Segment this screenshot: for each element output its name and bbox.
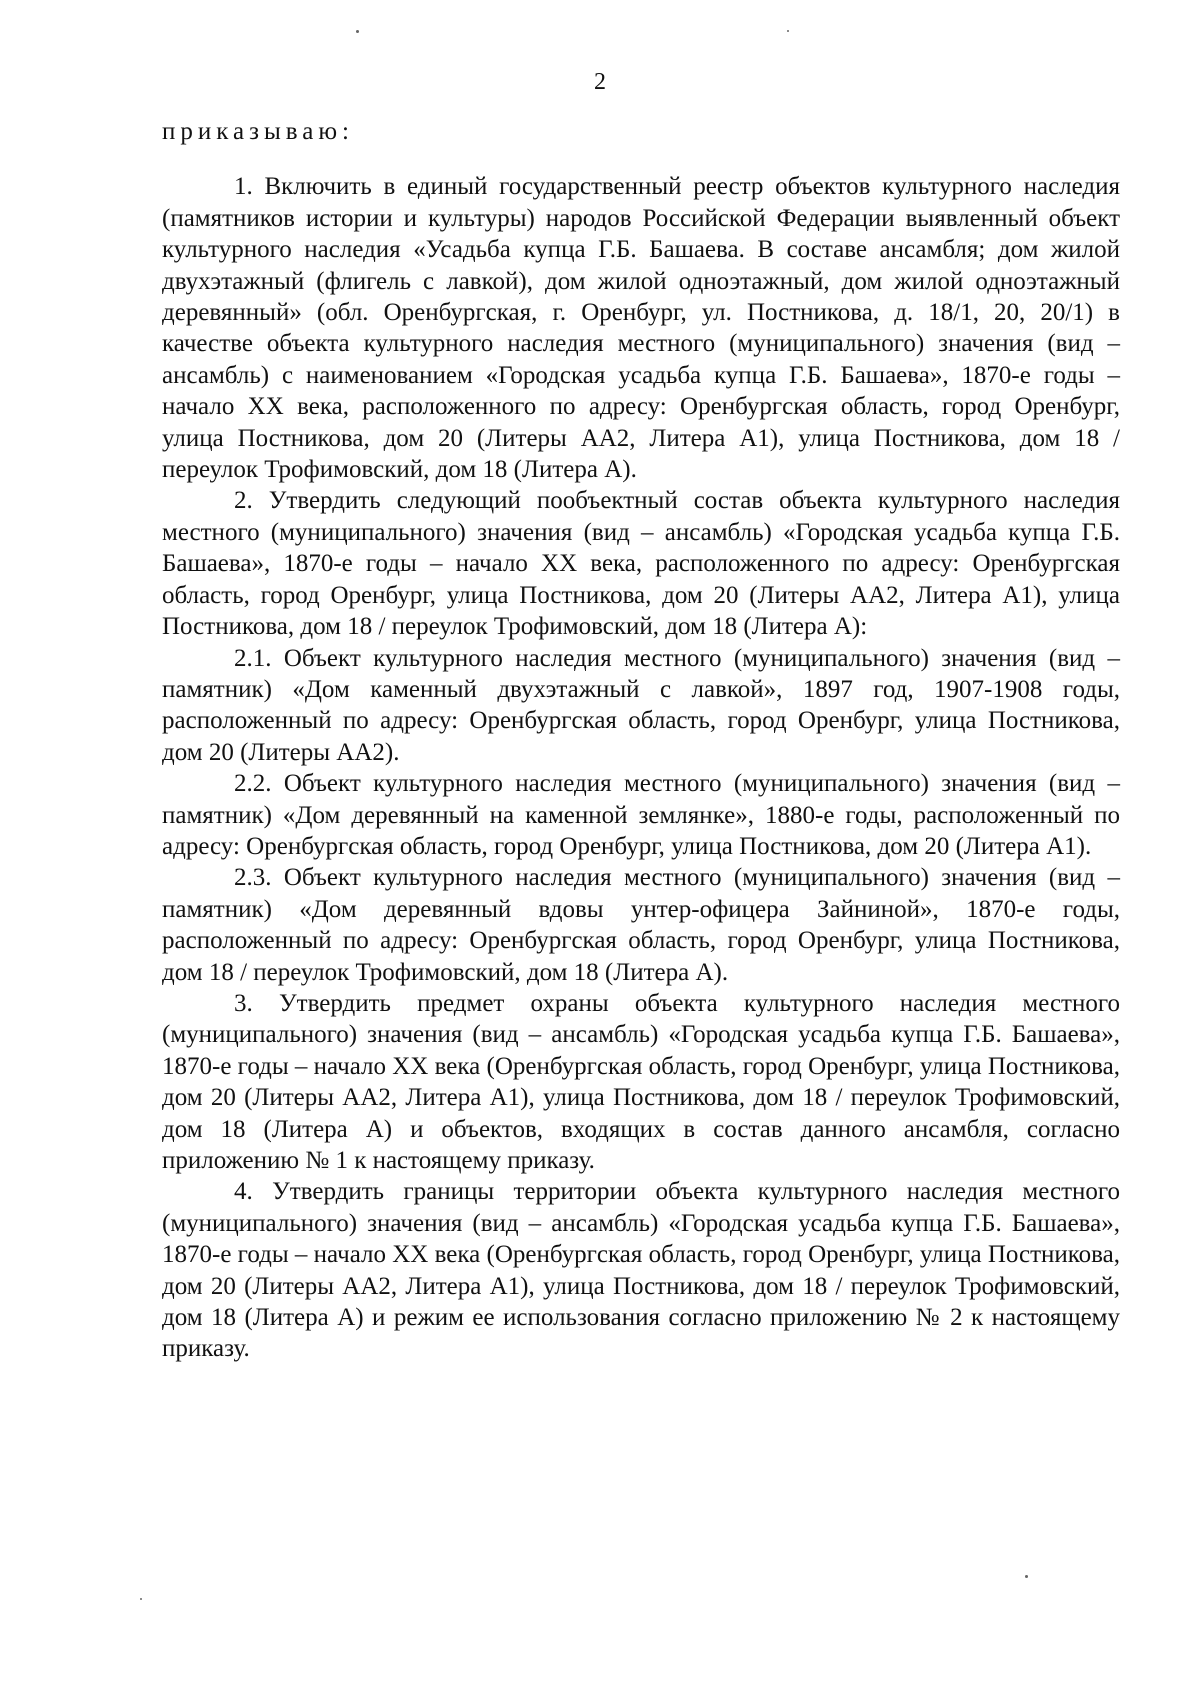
scan-speck	[1025, 1575, 1028, 1578]
scan-speck	[140, 1598, 142, 1600]
paragraph-2-2-wooden-house: 2.2. Объект культурного наследия местного (муниципального) значения (вид – памятник) «Дом деревянный на каменной землянке», 1880-е годы, расположенный по адресу: Оренбургская область, город Оренбург, улица Постникова, дом 20 (Литера А1).	[162, 770, 1120, 860]
paragraph-2-1-stone-house: 2.1. Объект культурного наследия местного (муниципального) значения (вид – памятник) «Дом каменный двухэтажный с лавкой», 1897 год, 1907-1908 годы, расположенный по адресу: Оренбургская область, город Оренбург, улица Постникова, дом 20 (Литеры АА2).	[162, 644, 1120, 766]
scan-speck	[356, 30, 359, 33]
paragraph-3-protection-subject: 3. Утвердить предмет охраны объекта культурного наследия местного (муниципального) значения (вид – ансамбль) «Городская усадьба купца Г.Б. Башаева», 1870-е годы – начало XX века (Оренбургская область, город Оренбург, улица Постникова, дом 20 (Литеры АА2, Литера А1), улица Постникова, дом 18 / переулок Трофимовский, дом 18 (Литера А) и объектов, входящих в состав данного ансамбля, согласно приложению № 1 к настоящему приказу.	[162, 989, 1120, 1174]
scan-speck	[787, 30, 789, 32]
page-number: 2	[594, 69, 606, 95]
paragraph-1-include-in-registry: 1. Включить в единый государственный реестр объектов культурного наследия (памятников истории и культуры) народов Российской Федерации выявленный объект культурного наследия «Усадьба купца Г.Б. Башаева. В составе ансамбля; дом жилой двухэтажный (флигель с лавкой), дом жилой одноэтажный, дом жилой одноэтажный деревянный» (обл. Оренбургская, г. Оренбург, ул. Постникова, д. 18/1, 20, 20/1) в качестве объекта культурного наследия местного (муниципального) значения (вид – ансамбль) с наименованием «Городская усадьба купца Г.Б. Башаева», 1870-е годы – начало XX века, расположенного по адресу: Оренбургская область, город Оренбург, улица Постникова, дом 20 (Литеры АА2, Литера А1), улица Постникова, дом 18 / переулок Трофимовский, дом 18 (Литера А).	[162, 173, 1120, 484]
paragraph-2-3-widow-house: 2.3. Объект культурного наследия местного (муниципального) значения (вид – памятник) «Дом деревянный вдовы унтер-офицера Зайниной», 1870-е годы, расположенный по адресу: Оренбургская область, город Оренбург, улица Постникова, дом 18 / переулок Трофимовский, дом 18 (Литера А).	[162, 864, 1120, 986]
order-word: приказываю:	[162, 118, 354, 145]
paragraph-2-approve-composition: 2. Утвердить следующий пообъектный состав объекта культурного наследия местного (муниципального) значения (вид – ансамбль) «Городская усадьба купца Г.Б. Башаева», 1870-е годы – начало XX века, расположенного по адресу: Оренбургская область, город Оренбург, улица Постникова, дом 20 (Литеры АА2, Литера А1), улица Постникова, дом 18 / переулок Трофимовский, дом 18 (Литера А):	[162, 487, 1120, 641]
paragraph-4-territory-boundaries: 4. Утвердить границы территории объекта культурного наследия местного (муниципального) значения (вид – ансамбль) «Городская усадьба купца Г.Б. Башаева», 1870-е годы – начало XX века (Оренбургская область, город Оренбург, улица Постникова, дом 20 (Литеры АА2, Литера А1), улица Постникова, дом 18 / переулок Трофимовский, дом 18 (Литера А) и режим ее использования согласно приложению № 2 к настоящему приказу.	[162, 1178, 1120, 1363]
document-body	[162, 116, 1120, 1365]
